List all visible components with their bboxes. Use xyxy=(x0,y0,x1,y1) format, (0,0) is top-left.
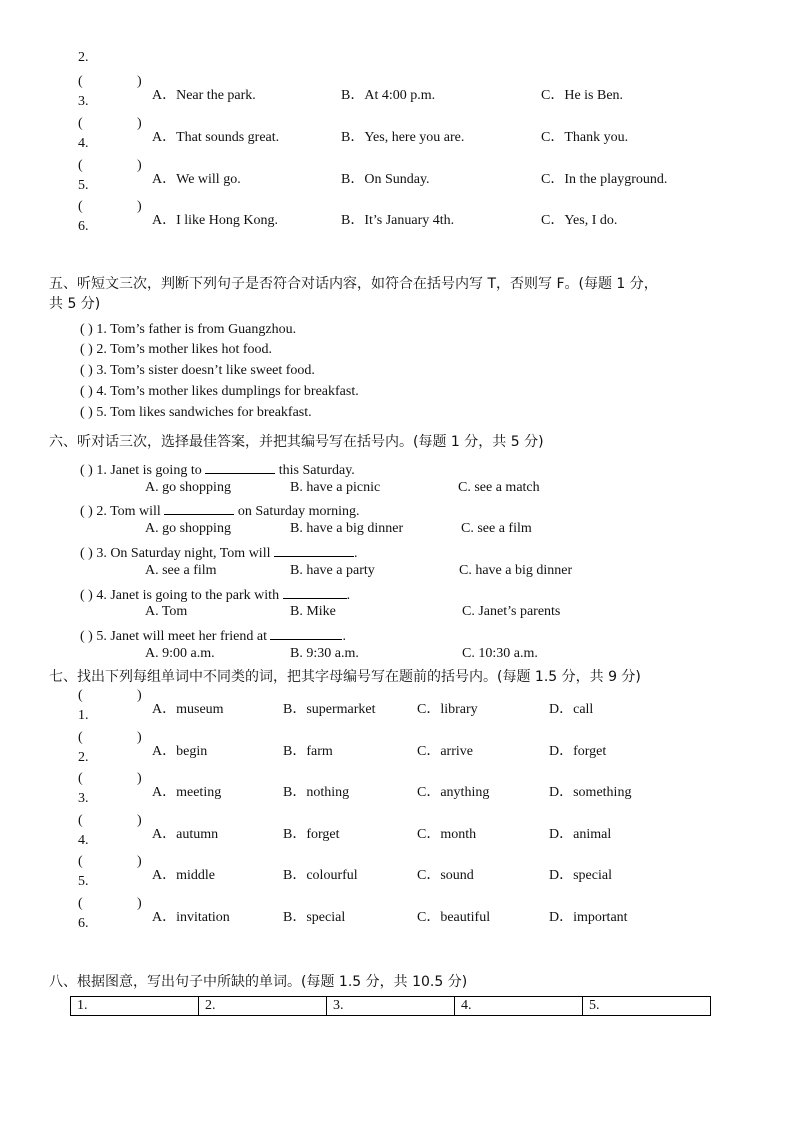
mc-question[interactable] xyxy=(80,542,357,562)
section-6-title: 六、听对话三次，选择最佳答案，并把其编号写在括号内。(每题 1 分，共 5 分) xyxy=(49,434,544,450)
item-number: 4. xyxy=(78,136,89,151)
option-a: A. see a film xyxy=(145,563,217,578)
answer-paren-close[interactable]: ) xyxy=(137,896,142,911)
option-b: B. have a party xyxy=(290,563,375,578)
option-a: A. go shopping xyxy=(145,480,231,495)
mc-question[interactable] xyxy=(80,584,350,604)
option-b: B. have a picnic xyxy=(290,480,381,495)
section-5-title-cont: 共 5 分) xyxy=(49,296,101,312)
item-number: 2. xyxy=(78,50,89,65)
option-a: A．begin xyxy=(152,744,208,759)
option-c: C．library xyxy=(417,702,478,717)
answer-paren-open[interactable]: ( xyxy=(78,199,83,214)
option-c: C. have a big dinner xyxy=(459,563,573,578)
item-number: 6. xyxy=(78,219,89,234)
tf-question[interactable]: ( ) 3. Tom’s sister doesn’t like sweet food. xyxy=(80,363,315,378)
option-a: A. Tom xyxy=(145,604,188,619)
option-c: C. see a film xyxy=(461,521,532,536)
section-8-title: 八、根据图意，写出句子中所缺的单词。(每题 1.5 分，共 10.5 分) xyxy=(49,974,468,990)
mc-question[interactable] xyxy=(80,459,355,479)
answer-cell-1[interactable]: 1. xyxy=(71,997,199,1016)
question-text: ( ) 4. Janet is going to the park with xyxy=(80,588,280,603)
answer-cell-2[interactable]: 2. xyxy=(199,997,327,1016)
option-d: D．important xyxy=(549,910,628,925)
question-text: ( ) 5. Janet will meet her friend at xyxy=(80,629,267,644)
option-b: B．forget xyxy=(283,827,340,842)
answer-paren-close[interactable]: ) xyxy=(137,688,142,703)
question-text: on Saturday morning. xyxy=(237,504,360,519)
answer-paren-open[interactable]: ( xyxy=(78,730,83,745)
option-a: A．museum xyxy=(152,702,224,717)
option-c: C．In the playground. xyxy=(541,172,668,187)
option-a: A．I like Hong Kong. xyxy=(152,213,278,228)
option-a: A．We will go. xyxy=(152,172,241,187)
answer-paren-close[interactable]: ) xyxy=(137,854,142,869)
answer-paren-open[interactable]: ( xyxy=(78,896,83,911)
answer-paren-close[interactable]: ) xyxy=(137,813,142,828)
option-d: D．animal xyxy=(549,827,612,842)
option-c: C．Thank you. xyxy=(541,130,629,145)
option-c: C. 10:30 a.m. xyxy=(462,646,538,661)
tf-question[interactable]: ( ) 1. Tom’s father is from Guangzhou. xyxy=(80,322,297,337)
option-b: B．At 4:00 p.m. xyxy=(341,88,436,103)
option-b: B．colourful xyxy=(283,868,358,883)
option-a: A．autumn xyxy=(152,827,219,842)
question-text: . xyxy=(342,629,346,644)
option-d: D．forget xyxy=(549,744,607,759)
item-number: 3. xyxy=(78,791,89,806)
answer-blank[interactable] xyxy=(164,500,234,515)
option-a: A. 9:00 a.m. xyxy=(145,646,215,661)
answer-paren-close[interactable]: ) xyxy=(137,74,142,89)
option-c: C．month xyxy=(417,827,477,842)
item-number: 3. xyxy=(78,94,89,109)
question-text: ( ) 3. On Saturday night, Tom will xyxy=(80,546,271,561)
answer-blank[interactable] xyxy=(283,584,347,599)
option-b: B．Yes, here you are. xyxy=(341,130,465,145)
item-number: 6. xyxy=(78,916,89,931)
answer-paren-close[interactable]: ) xyxy=(137,199,142,214)
answer-blank[interactable] xyxy=(205,459,275,474)
answer-paren-open[interactable]: ( xyxy=(78,158,83,173)
answer-paren-open[interactable]: ( xyxy=(78,813,83,828)
item-number: 5. xyxy=(78,178,89,193)
section-7-title: 七、找出下列每组单词中不同类的词，把其字母编号写在题前的括号内。(每题 1.5 分，共 9 分) xyxy=(49,669,641,685)
option-c: C. see a match xyxy=(458,480,540,495)
option-b: B．On Sunday. xyxy=(341,172,430,187)
answer-blank[interactable] xyxy=(274,542,354,557)
answer-paren-open[interactable]: ( xyxy=(78,771,83,786)
item-number: 4. xyxy=(78,833,89,848)
option-c: C. Janet’s parents xyxy=(462,604,561,619)
mc-question[interactable] xyxy=(80,625,346,645)
option-d: D．something xyxy=(549,785,632,800)
tf-question[interactable]: ( ) 2. Tom’s mother likes hot food. xyxy=(80,342,273,357)
answer-paren-close[interactable]: ) xyxy=(137,116,142,131)
answer-cell-5[interactable]: 5. xyxy=(583,997,711,1016)
option-d: D．call xyxy=(549,702,594,717)
item-number: 1. xyxy=(78,708,89,723)
option-c: C．beautiful xyxy=(417,910,491,925)
option-c: C．anything xyxy=(417,785,490,800)
answer-paren-close[interactable]: ) xyxy=(137,158,142,173)
option-d: D．special xyxy=(549,868,612,883)
option-c: C．He is Ben. xyxy=(541,88,624,103)
option-b: B. Mike xyxy=(290,604,336,619)
option-a: A．That sounds great. xyxy=(152,130,280,145)
question-text: this Saturday. xyxy=(278,463,355,478)
question-text: ( ) 2. Tom will xyxy=(80,504,161,519)
item-number: 2. xyxy=(78,750,89,765)
answer-cell-3[interactable]: 3. xyxy=(327,997,455,1016)
item-number: 5. xyxy=(78,874,89,889)
option-a: A. go shopping xyxy=(145,521,231,536)
option-b: B. 9:30 a.m. xyxy=(290,646,359,661)
tf-question[interactable]: ( ) 4. Tom’s mother likes dumplings for breakfast. xyxy=(80,384,359,399)
answer-paren-open[interactable]: ( xyxy=(78,854,83,869)
option-a: A．Near the park. xyxy=(152,88,256,103)
answer-paren-close[interactable]: ) xyxy=(137,771,142,786)
answer-blank[interactable] xyxy=(270,625,342,640)
option-a: A．meeting xyxy=(152,785,222,800)
option-b: B．special xyxy=(283,910,346,925)
answer-paren-open[interactable]: ( xyxy=(78,74,83,89)
question-text: . xyxy=(353,546,358,561)
question-text: ( ) 1. Janet is going to xyxy=(80,463,202,478)
option-b: B．farm xyxy=(283,744,333,759)
option-a: A．middle xyxy=(152,868,215,883)
option-b: B. have a big dinner xyxy=(290,521,404,536)
option-b: B．supermarket xyxy=(283,702,376,717)
section-5-title: 五、听短文三次，判断下列句子是否符合对话内容，如符合在括号内写 T，否则写 F。(每题 1 分， xyxy=(49,276,658,292)
answer-cell-4[interactable]: 4. xyxy=(455,997,583,1016)
option-c: C．Yes, I do. xyxy=(541,213,618,228)
mc-question[interactable] xyxy=(80,500,360,520)
answer-paren-open[interactable]: ( xyxy=(78,116,83,131)
tf-question[interactable]: ( ) 5. Tom likes sandwiches for breakfast. xyxy=(80,405,312,420)
answer-paren-open[interactable]: ( xyxy=(78,688,83,703)
option-b: B．It’s January 4th. xyxy=(341,213,455,228)
option-c: C．sound xyxy=(417,868,474,883)
option-b: B．nothing xyxy=(283,785,350,800)
option-c: C．arrive xyxy=(417,744,473,759)
question-text: . xyxy=(346,588,351,603)
option-a: A．invitation xyxy=(152,910,230,925)
answer-paren-close[interactable]: ) xyxy=(137,730,142,745)
answer-table xyxy=(70,996,711,1016)
